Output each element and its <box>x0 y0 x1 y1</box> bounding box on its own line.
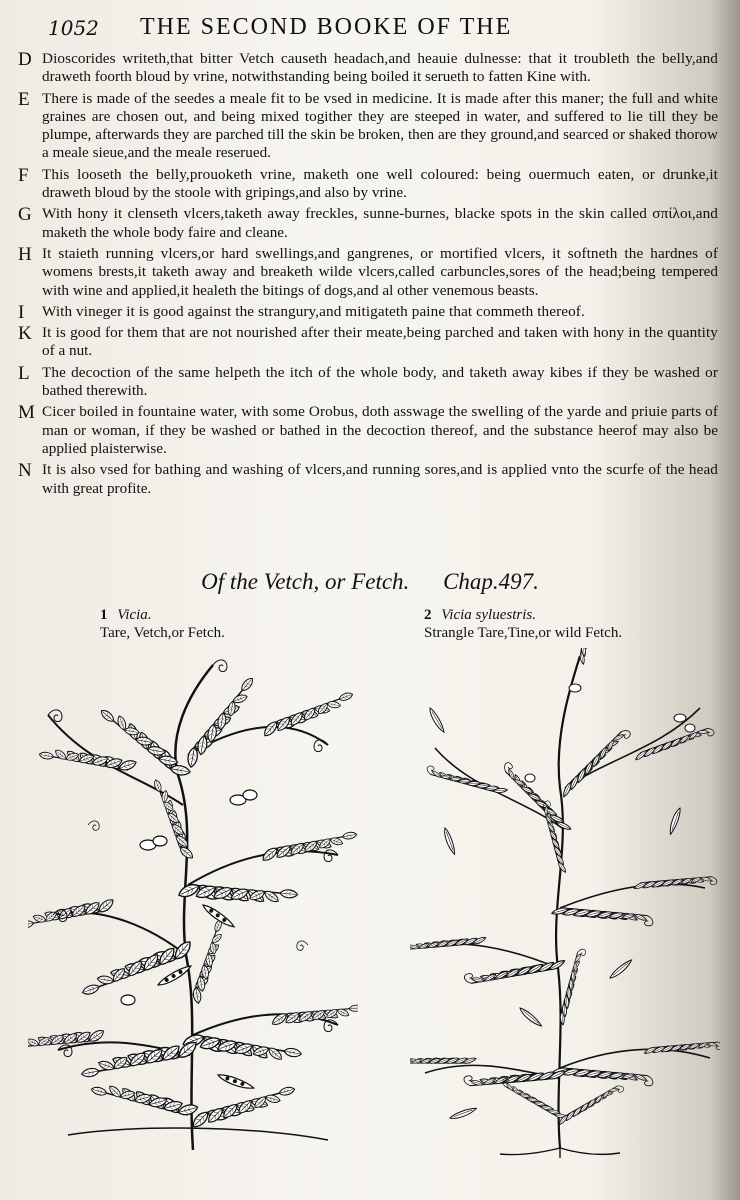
entry-letter: N <box>18 460 32 482</box>
page-number: 1052 <box>48 16 99 40</box>
entry-text: With vineger it is good against the strangury,and mitigateth paine that commeth thereof. <box>42 302 585 320</box>
figure-common-name: Tare, Vetch,or Fetch. <box>100 625 225 641</box>
wild-vetch-woodcut-illustration <box>410 648 720 1158</box>
entry-i <box>18 303 718 321</box>
entry-m <box>18 403 718 458</box>
entry-d <box>18 50 718 87</box>
entry-text: Cicer boiled in fountaine water, with some Orobus, doth asswage the swelling of the yarde and priuie parts of man or woman, if they be washed or bathed in the decoction thereof, and the substance heerof may also be applied plaisterwise. <box>42 403 718 457</box>
entry-text: It is also vsed for bathing and washing of vlcers,and running sores,and is applied vnto the scurfe of the head with great profite. <box>42 461 718 497</box>
entry-letter: L <box>18 362 30 384</box>
entry-text: The decoction of the same helpeth the itch of the whole body, and taketh away kibes if they be washed or bathed therewith. <box>42 363 718 400</box>
entry-text: It is good for them that are not nourished after their meate,being parched and taken with hony in the quantity of a nut. <box>42 324 718 360</box>
entry-letter: D <box>18 49 32 70</box>
entry-text: With hony it clenseth vlcers,taketh away freckles, sunne-burnes, blacke spots in the skin called σπίλοι,and maketh the whole body faire and cleane. <box>42 205 718 241</box>
entry-k <box>18 324 718 361</box>
entry-text: Dioscorides writeth,that bitter Vetch causeth headach,and heauie dulnesse: that it troubleth the belly,and draweth foorth bloud by vrine, notwithstanding being boiled it serueth to fatten Kine with. <box>42 50 718 86</box>
entry-e <box>18 90 718 163</box>
entry-text: It staieth running vlcers,or hard swellings,and gangrenes, or mortified vlcers, it softneth the hardnes of womens brests,it taketh away and breaketh wilde vlcers,called carbuncles,sores of the head;being tempered with wine and applied,it healeth the bitings of dogs,and al other venemous beasts. <box>42 244 718 299</box>
entry-text: This looseth the belly,prouoketh vrine, maketh one well coloured: being ouermuch eaten, or drunke,it draweth bloud by the stoole with gripings,and also by vrine. <box>42 165 718 202</box>
figure-common-name: Strangle Tare,Tine,or wild Fetch. <box>424 625 623 641</box>
chapter-heading <box>0 569 740 595</box>
entry-g <box>18 205 718 242</box>
entry-letter: E <box>18 88 30 110</box>
entry-f <box>18 166 718 203</box>
entry-l <box>18 364 718 401</box>
figure-caption-1 <box>100 606 225 642</box>
entry-letter: H <box>18 243 32 265</box>
chapter-number: Chap.497. <box>443 569 539 594</box>
figure-latin-name: Vicia. <box>117 607 152 623</box>
entry-n <box>18 461 718 498</box>
figure-latin-name: Vicia syluestris. <box>441 607 536 623</box>
chapter-title: Of the Vetch, or Fetch. <box>201 569 410 594</box>
entry-letter: I <box>18 301 25 323</box>
entry-letter: F <box>18 164 29 186</box>
entry-letter: K <box>18 323 32 345</box>
figure-number: 1 <box>100 607 108 623</box>
figure-caption-2 <box>424 606 622 642</box>
page-header <box>48 14 728 48</box>
figure-number: 2 <box>424 607 432 623</box>
entries-list <box>18 50 718 501</box>
entry-h <box>18 245 718 300</box>
vetch-woodcut-illustration <box>28 655 358 1150</box>
entry-letter: M <box>18 402 35 424</box>
running-head: THE SECOND BOOKE OF THE <box>140 14 513 40</box>
entry-text: There is made of the seedes a meale fit to be vsed in medicine. It is made after this maner; the full and white graines are chosen out, and being mixed togither they are steeped in water, and suffered to lie till they be plumpe, afterwards they are parched till the skin be broken, then are they ground,and searced or shaked thorow a meale sieue,and the meale reserued. <box>42 89 718 162</box>
entry-letter: G <box>18 204 32 226</box>
